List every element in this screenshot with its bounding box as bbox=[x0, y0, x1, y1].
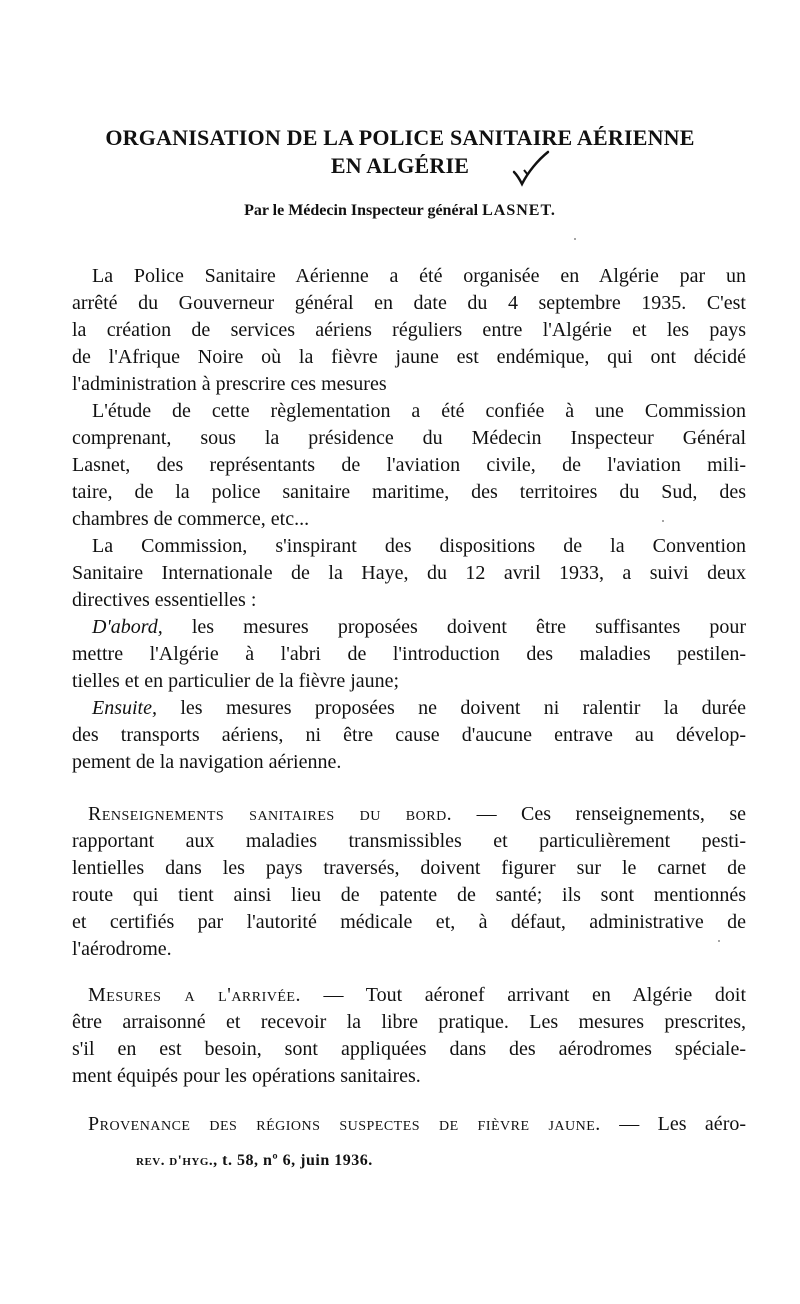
text-line: lentielles dans les pays traversés, doivent figurer sur le carnet de bbox=[72, 857, 746, 879]
text-line: arrêté du Gouverneur général en date du 4 septembre 1935. C'est bbox=[72, 292, 746, 314]
text-line: ment équipés pour les opérations sanitaires. bbox=[72, 1065, 421, 1087]
text-line bbox=[72, 614, 746, 641]
text-line: tielles et en particulier de la fièvre jaune; bbox=[72, 670, 400, 692]
text-line: comprenant, sous la présidence du Médecin Inspecteur Général bbox=[72, 427, 746, 449]
text-line: l'aérodrome. bbox=[72, 938, 172, 960]
text-line: rapportant aux maladies transmissibles et particulièrement pesti- bbox=[72, 830, 746, 852]
citation-details: , t. 58, nº 6, juin 1936. bbox=[213, 1152, 373, 1169]
text-line: route qui tient ainsi lieu de patente de santé; ils sont mentionnés bbox=[72, 884, 746, 906]
handwritten-check-mark bbox=[510, 150, 550, 188]
text-line bbox=[72, 801, 746, 828]
byline-author: LASNET. bbox=[482, 202, 556, 219]
text-fragment: — Tout aéronef arrivant en Algérie doit bbox=[300, 984, 746, 1006]
scan-speck bbox=[574, 238, 576, 240]
text-line: pement de la navigation aérienne. bbox=[72, 751, 342, 773]
text-line: s'il en est besoin, sont appliquées dans des aérodromes spéciale- bbox=[72, 1038, 746, 1060]
text-line: la création de services aériens réguliers entre l'Algérie et les pays bbox=[72, 319, 746, 341]
scan-speck bbox=[718, 940, 720, 942]
text-line: La Commission, s'inspirant des dispositions de la Convention bbox=[92, 535, 746, 557]
text-line: de l'Afrique Noire où la fièvre jaune est endémique, qui ont décidé bbox=[72, 346, 746, 368]
title-line-1: ORGANISATION DE LA POLICE SANITAIRE AÉRIENNE bbox=[105, 125, 695, 150]
scan-speck bbox=[662, 520, 664, 522]
text-line: l'administration à prescrire ces mesures bbox=[72, 373, 387, 395]
text-line: Sanitaire Internationale de la Haye, du 12 avril 1933, a suivi deux bbox=[72, 562, 746, 584]
text-fragment: — Ces renseignements, se bbox=[452, 803, 746, 825]
text-line: et certifiés par l'autorité médicale et, à défaut, administrative de bbox=[72, 911, 746, 933]
text-fragment: les mesures proposées doivent être suffisantes pour bbox=[162, 616, 746, 638]
section-renseignements bbox=[72, 801, 746, 963]
byline bbox=[0, 200, 800, 222]
intro-section bbox=[72, 263, 746, 776]
italic-lead: Ensuite, bbox=[92, 697, 157, 719]
text-line: directives essentielles : bbox=[72, 589, 257, 611]
journal-abbrev: rev. d'hyg. bbox=[136, 1153, 214, 1169]
text-line: La Police Sanitaire Aérienne a été organisée en Algérie par un bbox=[92, 265, 746, 287]
text-line: être arraisonné et recevoir la libre pratique. Les mesures prescrites, bbox=[72, 1011, 746, 1033]
section-heading: Provenance des régions suspectes de fièvre jaune. bbox=[88, 1113, 601, 1135]
byline-prefix: Par le Médecin Inspecteur général bbox=[244, 202, 479, 219]
text-line: mettre l'Algérie à l'abri de l'introduction des maladies pestilen- bbox=[72, 643, 746, 665]
section-mesures bbox=[72, 982, 746, 1090]
title-line-2: EN ALGÉRIE bbox=[330, 153, 470, 178]
text-line bbox=[72, 695, 746, 722]
text-line: chambres de commerce, etc... bbox=[72, 508, 310, 530]
section-provenance bbox=[72, 1111, 746, 1138]
journal-citation bbox=[136, 1150, 373, 1172]
text-fragment: — Les aéro- bbox=[600, 1113, 746, 1135]
section-heading: Mesures a l'arrivée. bbox=[88, 984, 301, 1006]
text-line: Lasnet, des représentants de l'aviation civile, de l'aviation mili- bbox=[72, 454, 746, 476]
text-line bbox=[72, 982, 746, 1009]
text-fragment: les mesures proposées ne doivent ni ralentir la durée bbox=[157, 697, 746, 719]
text-line bbox=[72, 1111, 746, 1138]
text-line: L'étude de cette règlementation a été confiée à une Commission bbox=[92, 400, 746, 422]
text-line: des transports aériens, ni être cause d'aucune entrave au dévelop- bbox=[72, 724, 746, 746]
section-heading: Renseignements sanitaires du bord. bbox=[88, 803, 453, 825]
italic-lead: D'abord, bbox=[92, 616, 163, 638]
text-line: taire, de la police sanitaire maritime, des territoires du Sud, des bbox=[72, 481, 746, 503]
